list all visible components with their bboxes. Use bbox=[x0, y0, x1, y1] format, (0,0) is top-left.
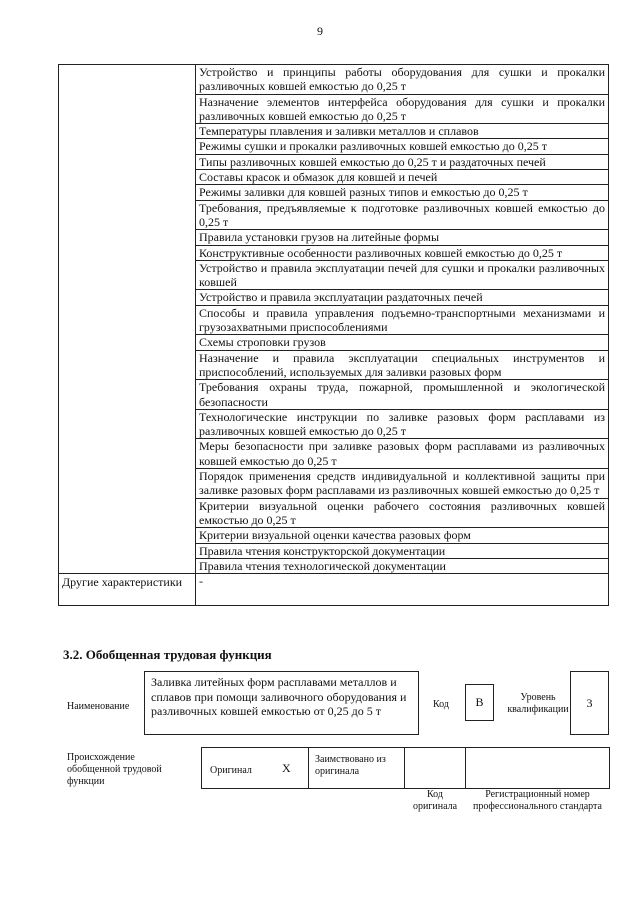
qualification-level-label: Уровень квалификации bbox=[507, 692, 569, 715]
registration-number-cell bbox=[465, 747, 610, 789]
original-code-caption: Код оригинала bbox=[412, 789, 458, 812]
original-code-cell bbox=[404, 747, 466, 789]
original-label: Оригинал bbox=[210, 765, 252, 776]
knowledge-item: Схемы строповки грузов bbox=[196, 335, 609, 350]
knowledge-item: Порядок применения средств индивидуальной и коллективной защиты при заливке разовых форм расплавами из разливочных ковшей емкостью до 0,25 т bbox=[196, 469, 609, 499]
function-name-value: Заливка литейных форм расплавами металлов и сплавов при помощи заливочного оборудования и разливочных ковшей емкостью от 0,25 до 5 т bbox=[151, 675, 407, 718]
qualification-level-value: 3 bbox=[586, 696, 593, 710]
knowledge-item: Правила чтения технологической документации bbox=[196, 558, 609, 573]
borrowed-cell bbox=[308, 747, 405, 789]
other-characteristics-row bbox=[59, 574, 609, 606]
knowledge-label-cell bbox=[59, 65, 196, 574]
knowledge-row bbox=[59, 65, 609, 95]
knowledge-item: Требования, предъявляемые к подготовке разливочных ковшей емкостью до 0,25 т bbox=[196, 200, 609, 230]
origin-label: Происхождение обобщенной трудовой функции bbox=[67, 752, 162, 787]
code-value-box bbox=[465, 684, 494, 721]
registration-number-caption: Регистрационный номер профессионального стандарта bbox=[473, 789, 602, 812]
function-name-box bbox=[144, 671, 419, 735]
knowledge-item: Температуры плавления и заливки металлов и сплавов bbox=[196, 124, 609, 139]
name-label: Наименование bbox=[67, 701, 130, 712]
code-label: Код bbox=[433, 699, 449, 710]
knowledge-item: Способы и правила управления подъемно-транспортными механизмами и грузозахватными приспособлениями bbox=[196, 305, 609, 335]
section-title: 3.2. Обобщенная трудовая функция bbox=[63, 647, 272, 662]
original-cell bbox=[201, 747, 309, 789]
knowledge-item: Типы разливочных ковшей емкостью до 0,25 т и раздаточных печей bbox=[196, 154, 609, 169]
qualification-level-box bbox=[570, 671, 609, 735]
page-number: 9 bbox=[317, 24, 323, 38]
knowledge-item: Устройство и принципы работы оборудования для сушки и прокалки разливочных ковшей емкостью до 0,25 т bbox=[196, 65, 609, 95]
knowledge-item: Технологические инструкции по заливке разовых форм расплавами из разливочных ковшей емкостью до 0,25 т bbox=[196, 409, 609, 439]
knowledge-item: Режимы заливки для ковшей разных типов и емкостью до 0,25 т bbox=[196, 185, 609, 200]
other-characteristics-label: Другие характеристики bbox=[59, 574, 196, 606]
knowledge-item: Устройство и правила эксплуатации печей для сушки и прокалки разливочных ковшей bbox=[196, 260, 609, 290]
code-value: В bbox=[475, 695, 484, 709]
knowledge-item: Назначение элементов интерфейса оборудования для сушки и прокалки разливочных ковшей емкостью до 0,25 т bbox=[196, 94, 609, 124]
knowledge-item: Критерии визуальной оценки рабочего состояния разливочных ковшей емкостью до 0,25 т bbox=[196, 498, 609, 528]
knowledge-item: Режимы сушки и прокалки разливочных ковшей емкостью до 0,25 т bbox=[196, 139, 609, 154]
knowledge-item: Конструктивные особенности разливочных ковшей емкостью до 0,25 т bbox=[196, 245, 609, 260]
knowledge-item: Меры безопасности при заливке разовых форм расплавами из разливочных ковшей емкостью до 0,25 т bbox=[196, 439, 609, 469]
knowledge-item: Требования охраны труда, пожарной, промышленной и экологической безопасности bbox=[196, 380, 609, 410]
original-mark: X bbox=[282, 761, 291, 775]
knowledge-item: Назначение и правила эксплуатации специальных инструментов и приспособлений, используемых для заливки разовых форм bbox=[196, 350, 609, 380]
knowledge-item: Составы красок и обмазок для ковшей и печей bbox=[196, 170, 609, 185]
knowledge-item: Критерии визуальной оценки качества разовых форм bbox=[196, 528, 609, 543]
knowledge-item: Устройство и правила эксплуатации раздаточных печей bbox=[196, 290, 609, 305]
knowledge-item: Правила чтения конструкторской документации bbox=[196, 543, 609, 558]
other-characteristics-value: - bbox=[196, 574, 609, 606]
knowledge-table bbox=[58, 64, 609, 606]
borrowed-label: Заимствовано из оригинала bbox=[315, 754, 386, 777]
knowledge-table-body bbox=[59, 65, 609, 606]
knowledge-item: Правила установки грузов на литейные формы bbox=[196, 230, 609, 245]
